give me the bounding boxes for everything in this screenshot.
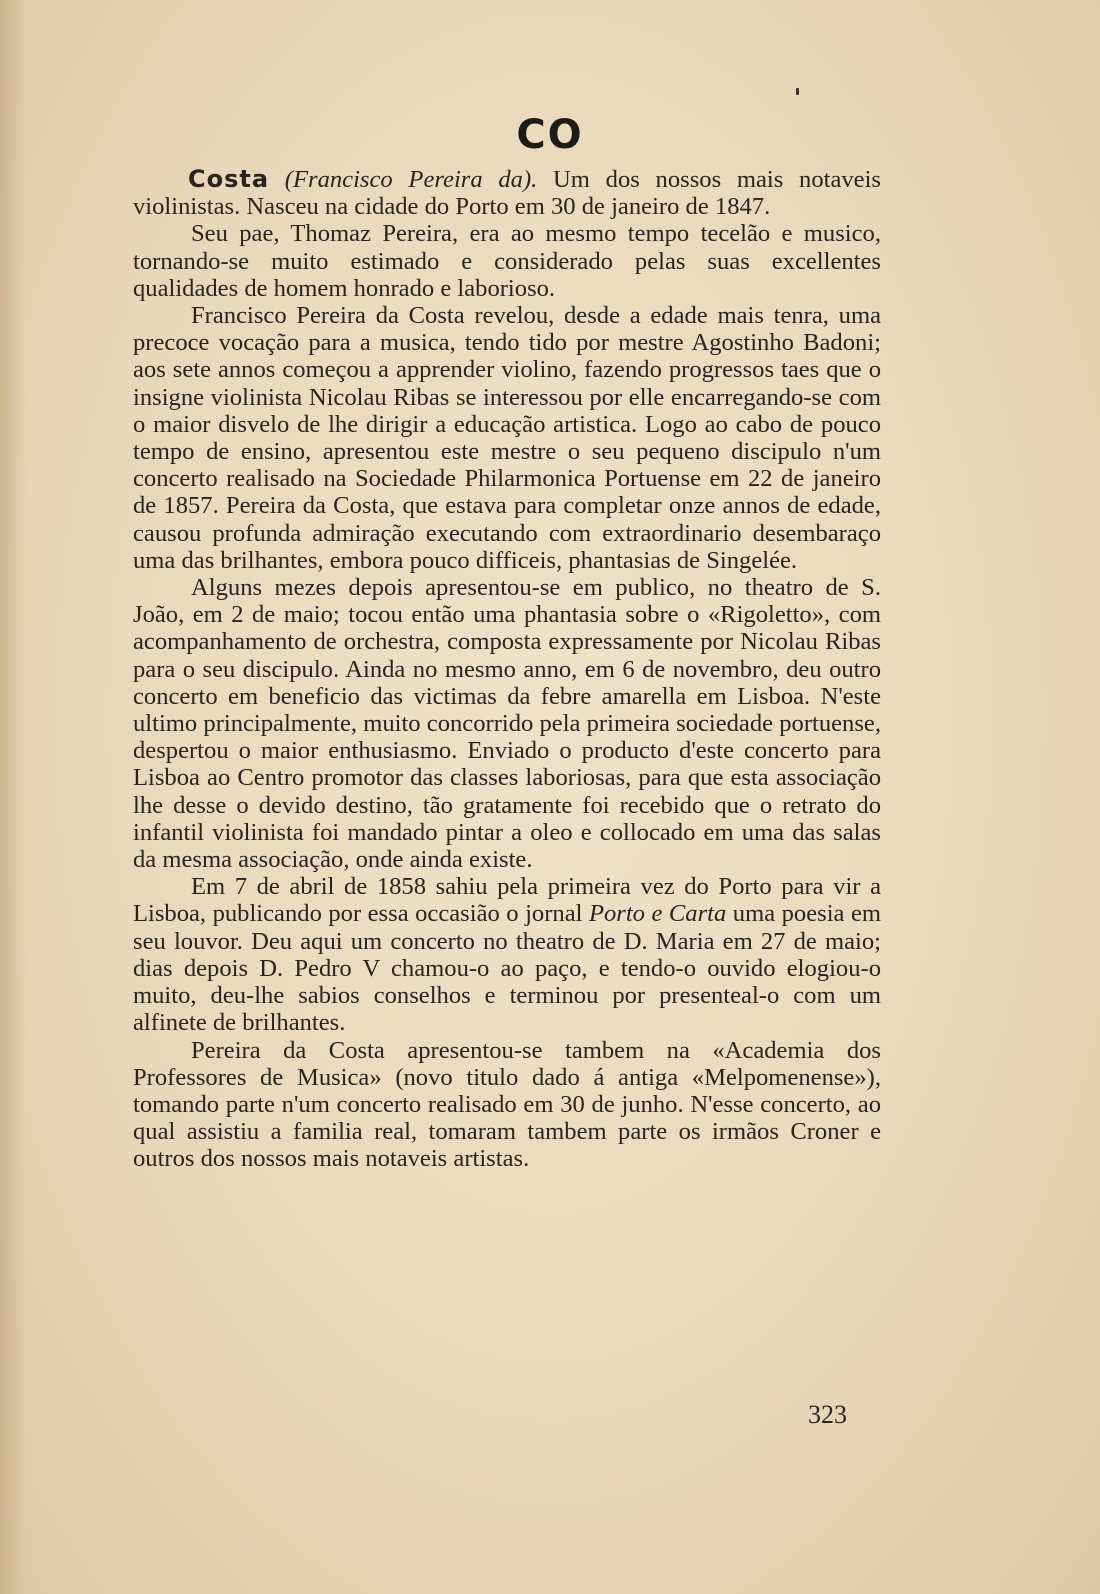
newspaper-title: Porto e Carta <box>588 900 727 928</box>
entry-paragraph-3: Francisco Pereira da Costa revelou, desde a edade mais tenra, uma precoce vocação para a musica, tendo tido por mestre Agostinho Badoni; aos sete annos começou a apprender violino, fazendo progressos taes que o insigne violinista Nicolau Ribas se interessou por elle encarregando-se com o maior disvelo de lhe dirigir a educação artistica. Logo ao cabo de pouco tempo de ensino, apresentou este mestre o seu pequeno discipulo n'um concerto realisado na Sociedade Philarmonica Portuense em 22 de janeiro de 1857. Pereira da Costa, que estava para completar onze annos de edade, causou profunda admiração executando com extraordinario desembaraço uma das brilhantes, embora pouco difficeis, phantasias de Singelée. <box>133 302 881 574</box>
page-number: 323 <box>808 1400 847 1429</box>
dictionary-entry <box>133 166 881 1173</box>
entry-paragraph-5-before: Em 7 de abril de 1858 sahiu pela primeira vez do Porto para vir a Lisboa, publicando por essa occasião o jornal <box>133 873 881 928</box>
entry-paragraph-2: Seu pae, Thomaz Pereira, era ao mesmo tempo tecelão e musico, tornando-se muito estimado e considerado pelas suas excellentes qualidades de homem honrado e laborioso. <box>133 220 881 302</box>
entry-paragraph-6: Pereira da Costa apresentou-se tambem na «Academia dos Professores de Musica» (novo titulo dado á antiga «Melpomenense»), tomando parte n'um concerto realisado em 30 de junho. N'esse concerto, ao qual assistiu a familia real, tomaram tambem parte os irmãos Croner e outros dos nossos mais notaveis artistas. <box>133 1036 881 1173</box>
entry-paragraph-1 <box>133 166 881 220</box>
entry-headword-note: (Francisco Pereira da). <box>284 166 538 193</box>
entry-paragraph-1-text: Um dos nossos mais notaveis violinistas. Nasceu na cidade do Porto em 30 de janeiro de 1847. <box>133 166 882 221</box>
ink-speck <box>796 88 799 95</box>
entry-paragraph-5 <box>133 873 881 1036</box>
running-head: CO <box>516 112 584 158</box>
entry-paragraph-5-after: uma poesia em seu louvor. Deu aqui um concerto no theatro de D. Maria em 27 de maio; dias depois D. Pedro V chamou-o ao paço, e tendo-o ouvido elogiou-o muito, deu-lhe sabios conselhos e terminou por presenteal-o com um alfinete de brilhantes. <box>133 900 881 1037</box>
entry-paragraph-4: Alguns mezes depois apresentou-se em publico, no theatro de S. João, em 2 de maio; tocou então uma phantasia sobre o «Rigoletto», com acompanhamento de orchestra, composta expressamente por Nicolau Ribas para o seu discipulo. Ainda no mesmo anno, em 6 de novembro, deu outro concerto em beneficio das victimas da febre amarella em Lisboa. N'este ultimo principalmente, muito concorrido pela primeira sociedade portuense, despertou o maior enthusiasmo. Enviado o producto d'este concerto para Lisboa ao Centro promotor das classes laboriosas, para que esta associação lhe desse o devido destino, tão gratamente foi recebido que o retrato do infantil violinista foi mandado pintar a oleo e collocado em uma das salas da mesma associação, onde ainda existe. <box>133 574 881 874</box>
entry-headword: Costa <box>188 165 270 193</box>
